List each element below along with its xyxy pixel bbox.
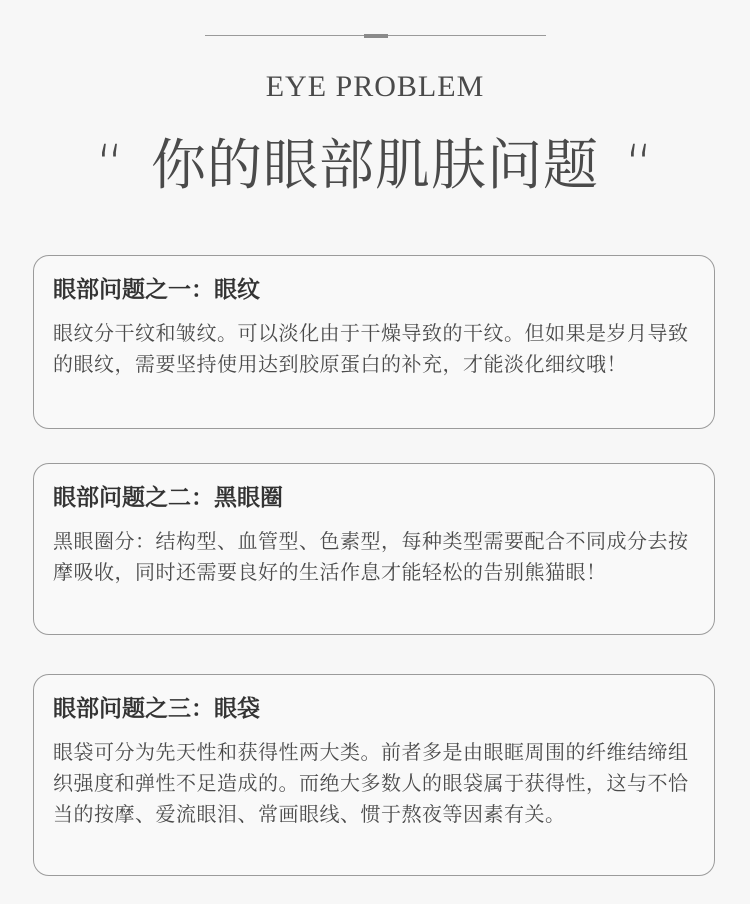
card-description: 黑眼圈分：结构型、血管型、色素型，每种类型需要配合不同成分去按摩吸收，同时还需要良好的生活作息才能轻松的告别熊猫眼！ bbox=[53, 529, 689, 584]
section-title-text: 你的眼部肌肤问题 bbox=[150, 133, 599, 197]
top-divider-accent bbox=[364, 34, 388, 38]
section-subtitle: EYE PROBLEM bbox=[265, 70, 485, 103]
card-title: 眼部问题之一：眼纹 bbox=[53, 277, 260, 303]
eye-problem-card-eye-bags bbox=[33, 674, 715, 876]
eye-problem-card-wrinkles bbox=[33, 255, 715, 429]
card-description: 眼纹分干纹和皱纹。可以淡化由于干燥导致的干纹。但如果是岁月导致的眼纹，需要坚持使用达到胶原蛋白的补充，才能淡化细纹哦！ bbox=[53, 321, 689, 376]
eye-problem-card-dark-circles bbox=[33, 463, 715, 635]
close-quote-mark: “ bbox=[624, 133, 655, 197]
open-quote-mark: “ bbox=[95, 133, 126, 197]
card-description: 眼袋可分为先天性和获得性两大类。前者多是由眼眶周围的纤维结缔组织强度和弹性不足造成的。而绝大多数人的眼袋属于获得性，这与不恰当的按摩、爱流眼泪、常画眼线、惯于熬夜等因素有关。 bbox=[53, 740, 689, 826]
card-title: 眼部问题之二：黑眼圈 bbox=[53, 485, 283, 511]
card-title: 眼部问题之三：眼袋 bbox=[53, 696, 260, 722]
section-title bbox=[0, 132, 750, 198]
